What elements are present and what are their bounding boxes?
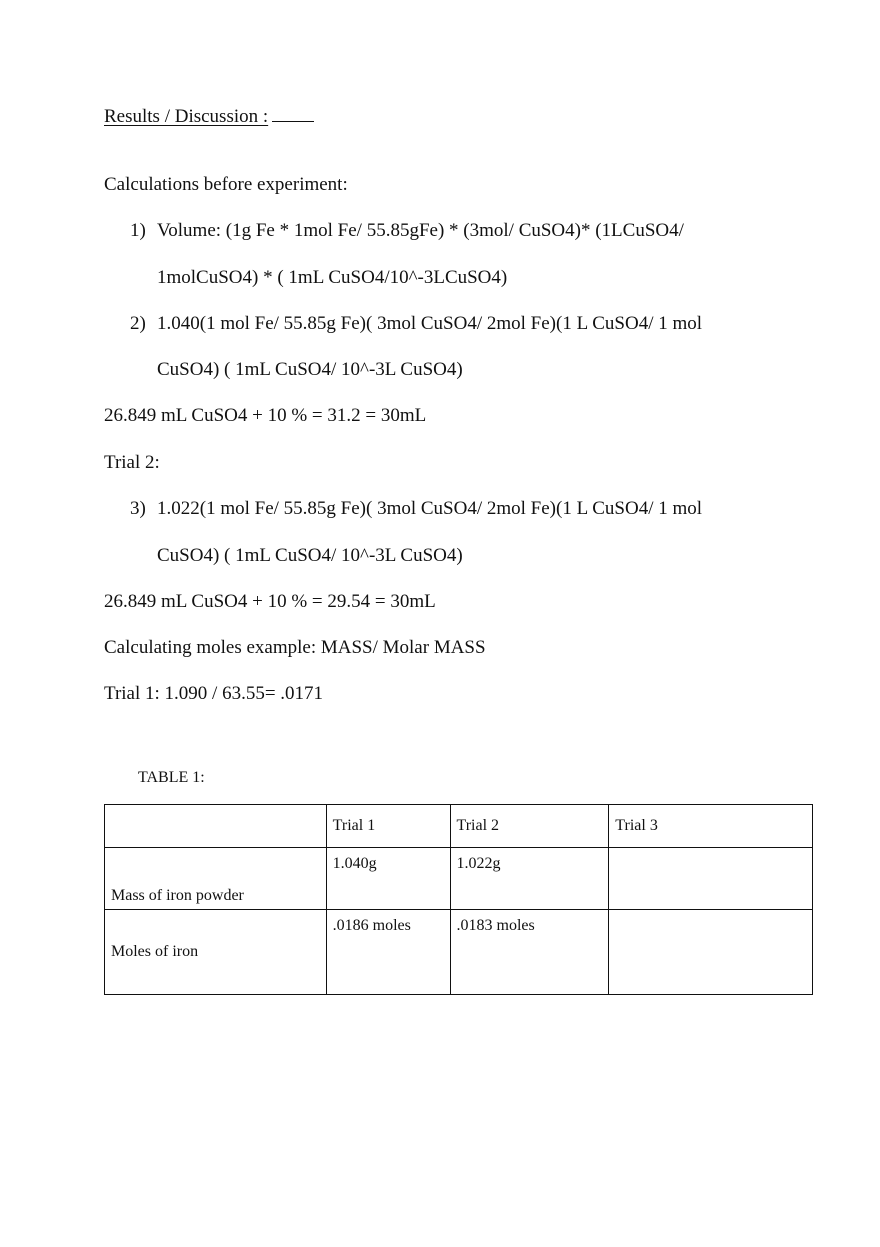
calc-item-2-line-1 (130, 312, 702, 336)
table-header-cell: Trial 1 (326, 805, 450, 848)
calc-item-1-line-2: 1molCuSO4) * ( 1mL CuSO4/10^-3LCuSO4) (157, 267, 508, 288)
table-row (105, 848, 813, 910)
calc-item-1-number: 1) (130, 220, 146, 241)
trial-2-label: Trial 2: (104, 452, 160, 473)
table-row-label: Moles of iron (105, 910, 327, 995)
table-cell: .0186 moles (326, 910, 450, 995)
calc-item-3-number: 3) (130, 498, 146, 519)
table-row (105, 910, 813, 995)
calculations-title: Calculations before experiment: (104, 174, 348, 195)
table-cell (609, 910, 813, 995)
calc-item-2-text-1: 1.040(1 mol Fe/ 55.85g Fe)( 3mol CuSO4/ 2mol Fe)(1 L CuSO4/ 1 mol (157, 313, 703, 334)
table-cell: .0183 moles (450, 910, 609, 995)
calc-item-3-text-1: 1.022(1 mol Fe/ 55.85g Fe)( 3mol CuSO4/ 2mol Fe)(1 L CuSO4/ 1 mol (157, 498, 703, 519)
table-header-cell: Trial 3 (609, 805, 813, 848)
calc-item-3-line-1 (130, 497, 702, 521)
table-cell: 1.022g (450, 848, 609, 910)
calc-item-2-line-2: CuSO4) ( 1mL CuSO4/ 10^-3L CuSO4) (157, 359, 463, 380)
table-row-label: Mass of iron powder (105, 848, 327, 910)
table-header-row (105, 805, 813, 848)
moles-example-line: Calculating moles example: MASS/ Molar MASS (104, 637, 486, 658)
table-header-cell (105, 805, 327, 848)
table-label: TABLE 1: (138, 769, 205, 786)
heading-underline-blank (272, 103, 314, 122)
heading-text: Results / Discussion : (104, 106, 269, 127)
results-table (104, 804, 813, 995)
table-cell: 1.040g (326, 848, 450, 910)
calc-item-2-number: 2) (130, 313, 146, 334)
calc-item-1-line-1 (130, 219, 684, 243)
table-header-cell: Trial 2 (450, 805, 609, 848)
section-heading (104, 103, 314, 129)
calc-item-1-text-1: Volume: (1g Fe * 1mol Fe/ 55.85gFe) * (3mol/ CuSO4)* (1LCuSO4/ (157, 220, 684, 241)
trial-1-calculation: Trial 1: 1.090 / 63.55= .0171 (104, 683, 324, 704)
calc-item-3-line-2: CuSO4) ( 1mL CuSO4/ 10^-3L CuSO4) (157, 545, 463, 566)
result-line-1: 26.849 mL CuSO4 + 10 % = 31.2 = 30mL (104, 405, 427, 426)
result-line-2: 26.849 mL CuSO4 + 10 % = 29.54 = 30mL (104, 591, 436, 612)
table-cell (609, 848, 813, 910)
